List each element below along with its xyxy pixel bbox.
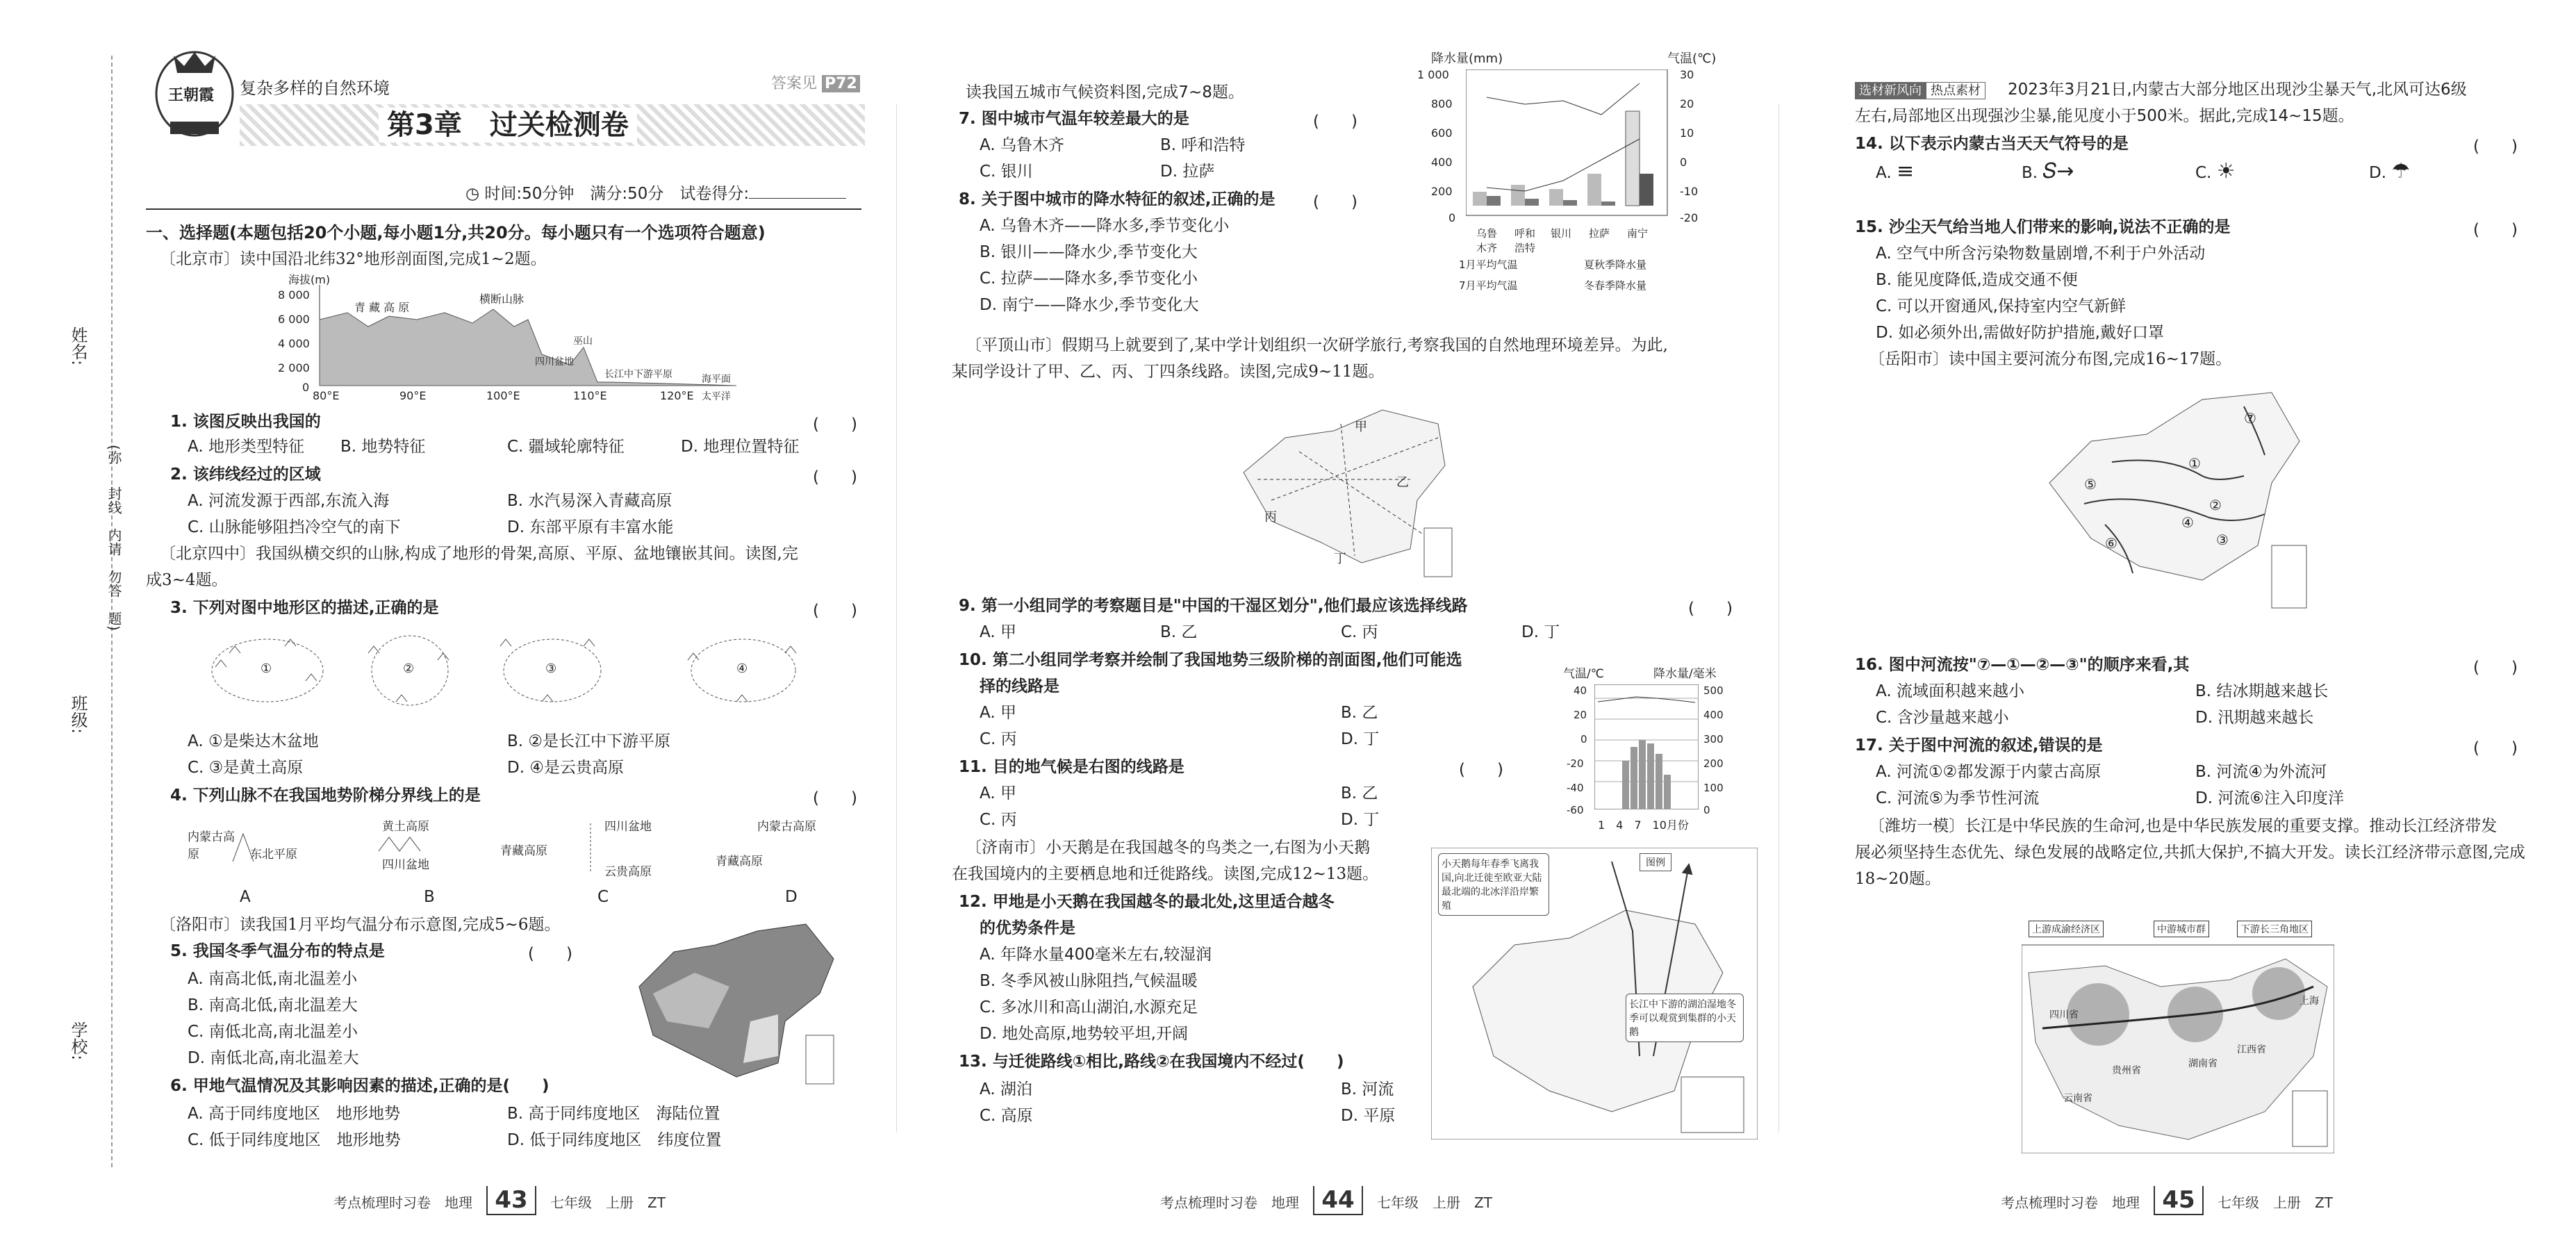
- climate-ytick-right: -20: [1680, 211, 1699, 224]
- intro-7b: 左右,局部地区出现强沙尘暴,能见度小于500米。据此,完成14~15题。: [1855, 107, 2354, 125]
- q12-option-d[interactable]: D. 地处高原,地势较平坦,开阔: [980, 1025, 1188, 1043]
- profile-xtick: 80°E: [313, 389, 340, 402]
- footer-44: [1160, 1186, 1492, 1215]
- divide-figure-a: [188, 813, 327, 882]
- question-17: 17. 关于图中河流的叙述,错误的是: [1855, 736, 2103, 755]
- profile-label: 横断山脉: [479, 293, 525, 306]
- landform-figure-4: [674, 625, 813, 716]
- intro-3: 〔洛阳市〕读我国1月平均气温分布示意图,完成5~6题。: [160, 916, 561, 934]
- answer-blank-11[interactable]: ( ): [1459, 761, 1503, 779]
- climate-ytick-right: -10: [1680, 185, 1699, 198]
- small-ytick-right: 200: [1703, 757, 1724, 770]
- answer-blank-15[interactable]: ( ): [2473, 221, 2518, 239]
- climate-ytick-left: 800: [1431, 97, 1453, 110]
- profile-label: 长江中下游平原: [604, 369, 672, 380]
- q3-option-d[interactable]: D. ④是云贵高原: [507, 759, 624, 777]
- climate-legend-2: 夏秋季降水量: [1584, 258, 1647, 271]
- seal-note-1: (弥: [106, 445, 122, 464]
- q14-option-a[interactable]: [1876, 160, 1914, 185]
- climate-ytick-left: 1 000: [1417, 68, 1449, 81]
- route-map: [1230, 396, 1459, 584]
- q6-option-a[interactable]: A. 高于同纬度地区 地形地势: [188, 1105, 400, 1123]
- climate-city: 银川: [1551, 227, 1572, 240]
- q2-option-d[interactable]: D. 东部平原有丰富水能: [507, 518, 674, 536]
- answer-blank-17[interactable]: ( ): [2473, 739, 2518, 757]
- small-ylabel-right: 降水量/毫米: [1653, 667, 1717, 681]
- q11-option-a[interactable]: A. 甲: [980, 784, 1016, 802]
- intro-9b: 展必须坚持生态优先、绿色发展的战略定位,共抓大保护,不搞大开发。读长江经济带示意图,完成: [1855, 843, 2525, 862]
- q4-option-c[interactable]: C: [597, 888, 609, 906]
- profile-xtick: 90°E: [399, 389, 427, 402]
- intro-6a: 〔济南市〕小天鹅是在我国越冬的鸟类之一,右图为小天鹅: [966, 839, 1371, 857]
- climate-ytick-right: 10: [1680, 126, 1694, 140]
- footer-43: [333, 1186, 666, 1215]
- profile-xtick: 100°E: [486, 389, 520, 402]
- route-label-d: 丁: [1334, 552, 1346, 566]
- q14-option-b-label: B.: [2022, 164, 2038, 182]
- q6-option-d[interactable]: D. 低于同纬度地区 纬度位置: [507, 1131, 722, 1149]
- divide-c-label-3: 云贵高原: [604, 865, 652, 879]
- river-mark: ②: [2209, 497, 2222, 513]
- answer-blank-7[interactable]: ( ): [1313, 113, 1357, 131]
- small-ytick-left: 0: [1580, 733, 1587, 746]
- q9-option-c[interactable]: C. 丙: [1341, 623, 1378, 641]
- q16-option-b[interactable]: B. 结冰期越来越长: [2195, 682, 2329, 700]
- tag-hot-topic: 热点素材: [1926, 82, 1985, 99]
- q15-option-a[interactable]: A. 空气中所含污染物数量剧增,不利于户外活动: [1876, 245, 2206, 263]
- river-map: [2036, 379, 2313, 615]
- q13-option-b[interactable]: B. 河流: [1341, 1080, 1394, 1098]
- page-43: [0, 0, 861, 1243]
- footer-right: 七年级 上册 ZT: [2218, 1194, 2333, 1211]
- intro-1: 〔北京市〕读中国沿北纬32°地形剖面图,完成1~2题。: [160, 250, 547, 268]
- page-number: 43: [486, 1186, 536, 1215]
- q1-option-b[interactable]: B. 地势特征: [340, 438, 426, 456]
- q16-option-d[interactable]: D. 汛期越来越长: [2195, 709, 2314, 727]
- divide-c-label-1: 四川盆地: [604, 820, 652, 834]
- answer-blank-3[interactable]: ( ): [813, 602, 857, 620]
- q10-option-b[interactable]: B. 乙: [1341, 704, 1378, 722]
- q10-option-a[interactable]: A. 甲: [980, 704, 1016, 722]
- seal-note-4: 勿答: [106, 570, 122, 598]
- climate-ylabel-left: 降水量(mm): [1431, 51, 1503, 66]
- divide-b-label-1: 黄土高原: [382, 820, 429, 834]
- q14-option-c-label: C.: [2195, 164, 2212, 182]
- small-ytick-right: 400: [1703, 709, 1724, 721]
- climate-ytick-left: 400: [1431, 156, 1453, 169]
- q6-option-b[interactable]: B. 高于同纬度地区 海陆位置: [507, 1105, 720, 1123]
- divide-a-label-2: 东北平原: [250, 848, 297, 862]
- divide-figure-b: [368, 813, 507, 882]
- route-label-a: 甲: [1355, 420, 1367, 434]
- q3-option-a[interactable]: A. ①是柴达木盆地: [188, 732, 319, 750]
- route-label-c: 丙: [1264, 510, 1277, 525]
- seal-note-3: 内请: [106, 528, 122, 556]
- profile-ytick: 6 000: [278, 313, 310, 326]
- q9-option-b[interactable]: B. 乙: [1160, 623, 1198, 641]
- answer-blank-8[interactable]: ( ): [1313, 193, 1357, 211]
- intro-9c: 18~20题。: [1855, 870, 1941, 888]
- question-8: 8. 关于图中城市的降水特征的叙述,正确的是: [959, 190, 1275, 208]
- question-12b: 的优势条件是: [980, 919, 1075, 937]
- profile-ytick: 4 000: [278, 337, 310, 350]
- q10-option-c[interactable]: C. 丙: [980, 730, 1017, 748]
- climate-city: 南宁: [1627, 227, 1649, 240]
- seal-note-2: 封线: [106, 486, 122, 514]
- question-13: 13. 与迁徙路线①相比,路线②在我国境内不经过( ): [959, 1053, 1344, 1071]
- divide-b-label-2: 四川盆地: [382, 858, 429, 872]
- q2-option-b[interactable]: B. 水汽易深入青藏高原: [507, 492, 672, 510]
- answer-page: P72: [822, 75, 860, 92]
- q11-option-b[interactable]: B. 乙: [1341, 784, 1378, 802]
- river-mark: ⑦: [2244, 410, 2256, 427]
- yangtze-label-midstream: 中游城市群: [2154, 921, 2209, 937]
- answer-ref-text: 答案见: [771, 75, 818, 92]
- question-3: 3. 下列对图中地形区的描述,正确的是: [170, 599, 439, 617]
- landform-mark-3: ③: [545, 661, 557, 676]
- divide-figure-c: [500, 813, 681, 882]
- q12-option-a[interactable]: A. 年降水量400毫米左右,较湿润: [980, 946, 1212, 964]
- intro-4: 读我国五城市气候资料图,完成7~8题。: [966, 83, 1244, 101]
- intro-7a: 2023年3月21日,内蒙古大部分地区出现沙尘暴天气,北风可达6级: [2008, 81, 2467, 99]
- province-label: 贵州省: [2112, 1065, 2141, 1076]
- profile-label: 青 藏 高 原: [354, 301, 410, 314]
- small-ytick-left: -40: [1567, 782, 1584, 794]
- footer-45: [2001, 1186, 2333, 1215]
- q6-option-c[interactable]: C. 低于同纬度地区 地形地势: [188, 1131, 401, 1149]
- sunny-symbol-icon: ☀: [2216, 159, 2236, 183]
- q2-option-a[interactable]: A. 河流发源于西部,东流入海: [188, 492, 390, 510]
- destination-climate-chart: [1556, 664, 1758, 837]
- intro-2b: 成3~4题。: [146, 571, 228, 589]
- score-blank: [749, 198, 846, 199]
- page-number: 44: [1313, 1186, 1362, 1215]
- q8-option-a[interactable]: A. 乌鲁木齐——降水多,季节变化小: [980, 217, 1230, 235]
- exam-meta-text: 时间:50分钟 满分:50分 试卷得分:: [484, 185, 750, 203]
- terrain-profile-figure: [250, 271, 750, 403]
- q14-option-c[interactable]: [2195, 160, 2236, 185]
- page-44: [903, 0, 1772, 1243]
- page-divider: [1778, 104, 1779, 1133]
- river-mark: ⑥: [2105, 535, 2117, 552]
- intro-5a: 〔平顶山市〕假期马上就要到了,某中学计划组织一次研学旅行,考察我国的自然地理环境差异。为此,: [966, 336, 1668, 354]
- climate-city: 拉萨: [1589, 227, 1610, 240]
- footer-right: 七年级 上册 ZT: [550, 1194, 666, 1211]
- climate-legend-4: 冬春季降水量: [1584, 279, 1647, 292]
- profile-ylabel: 海拔(m): [288, 273, 331, 286]
- q13-option-a[interactable]: A. 湖泊: [980, 1080, 1032, 1098]
- footer-left: 考点梳理时习卷 地理: [333, 1194, 472, 1211]
- question-10a: 10. 第二小组同学考察并绘制了我国地势三级阶梯的剖面图,他们可能选: [959, 651, 1462, 669]
- q14-option-d-label: D.: [2369, 164, 2387, 182]
- name-label: 姓名:: [68, 327, 88, 366]
- q16-option-a[interactable]: A. 流域面积越来越小: [1876, 682, 2024, 700]
- question-2: 2. 该纬线经过的区域: [170, 466, 321, 484]
- q16-option-c[interactable]: C. 含沙量越来越小: [1876, 709, 2009, 727]
- seal-note-5: 题): [106, 611, 122, 631]
- q1-option-a[interactable]: A. 地形类型特征: [188, 438, 304, 456]
- class-label: 班级:: [68, 695, 88, 734]
- section1-heading: 一、选择题(本题包括20个小题,每小题1分,共20分。每小题只有一个选项符合题意): [146, 223, 766, 242]
- q3-option-c[interactable]: C. ③是黄土高原: [188, 759, 304, 777]
- footer-left: 考点梳理时习卷 地理: [1160, 1194, 1299, 1211]
- climate-legend-3: 7月平均气温: [1459, 279, 1518, 292]
- answer-blank-9[interactable]: ( ): [1688, 600, 1733, 618]
- logo: [153, 42, 236, 139]
- q8-option-c[interactable]: C. 拉萨——降水多,季节变化小: [980, 270, 1198, 288]
- q1-option-d[interactable]: D. 地理位置特征: [681, 438, 800, 456]
- q5-option-a[interactable]: A. 南高北低,南北温差小: [188, 970, 358, 988]
- question-5: 5. 我国冬季气温分布的特点是: [170, 942, 385, 960]
- q1-option-c[interactable]: C. 疆域轮廓特征: [507, 438, 625, 456]
- climate-city: 乌鲁 木齐: [1476, 227, 1497, 254]
- header-topic: 复杂多样的自然环境: [240, 79, 390, 98]
- intro-9a: 〔潍坊一模〕长江是中华民族的生命河,也是中华民族发展的重要支撑。推动长江经济带发: [1869, 817, 2497, 835]
- q10-option-d[interactable]: D. 丁: [1341, 730, 1380, 748]
- question-15: 15. 沙尘天气给当地人们带来的影响,说法不正确的是: [1855, 218, 2231, 236]
- question-9: 9. 第一小组同学的考察题目是"中国的干湿区划分",他们最应该选择线路: [959, 597, 1468, 615]
- answer-blank-14[interactable]: ( ): [2473, 138, 2518, 156]
- q15-option-d[interactable]: D. 如必须外出,需做好防护措施,戴好口罩: [1876, 324, 2164, 342]
- route-label-b: 乙: [1396, 475, 1409, 490]
- answer-ref: [771, 72, 860, 96]
- river-mark: ⑤: [2084, 476, 2097, 493]
- profile-ytick: 8 000: [278, 288, 310, 302]
- small-ytick-left: 40: [1574, 684, 1587, 697]
- q14-option-a-label: A.: [1876, 164, 1892, 182]
- swan-legend: 图例: [1640, 853, 1671, 871]
- chapter-title: 第3章 过关检测卷: [379, 108, 637, 142]
- q4-option-a[interactable]: A: [240, 888, 251, 906]
- question-16: 16. 图中河流按"⑦—①—②—③"的顺序来看,其: [1855, 656, 2190, 674]
- question-10b: 择的线路是: [980, 677, 1059, 695]
- answer-blank-1[interactable]: ( ): [813, 415, 857, 434]
- profile-xtick: 110°E: [573, 389, 607, 402]
- small-ytick-left: 20: [1574, 709, 1587, 721]
- question-12a: 12. 甲地是小天鹅在我国越冬的最北处,这里适合越冬: [959, 893, 1335, 911]
- q7-option-d[interactable]: D. 拉萨: [1160, 163, 1215, 181]
- province-label: 四川省: [2049, 1010, 2079, 1021]
- january-temperature-map: [611, 917, 848, 1098]
- province-label: 江西省: [2237, 1044, 2266, 1055]
- river-mark: ③: [2216, 532, 2229, 548]
- landform-mark-4: ④: [736, 661, 748, 676]
- yangtze-economic-belt-map: [2022, 917, 2334, 1153]
- intro-8: 〔岳阳市〕读中国主要河流分布图,完成16~17题。: [1869, 350, 2232, 368]
- small-ytick-left: -20: [1567, 757, 1584, 770]
- q5-option-d[interactable]: D. 南低北高,南北温差大: [188, 1049, 359, 1067]
- answer-blank-4[interactable]: ( ): [813, 789, 857, 807]
- q5-option-c[interactable]: C. 南低北高,南北温差小: [188, 1023, 358, 1041]
- small-ytick-right: 100: [1703, 782, 1724, 794]
- swan-note-yangtze: 长江中下游的湖泊湿地冬季可以观赏到集群的小天鹅: [1626, 994, 1744, 1042]
- profile-ytick: 0: [302, 381, 310, 394]
- profile-label: 四川盆地: [535, 356, 574, 368]
- intro-5b: 某同学设计了甲、乙、丙、丁四条线路。读图,完成9~11题。: [952, 363, 1385, 381]
- tag-new-trend: 选材新风向: [1855, 82, 1926, 99]
- small-xlabel: 1 4 7 10月份: [1598, 818, 1689, 832]
- city-label: 上海: [2300, 996, 2319, 1007]
- q13-option-d[interactable]: D. 平原: [1341, 1107, 1396, 1125]
- profile-ytick: 2 000: [278, 361, 310, 374]
- profile-label: 太平洋: [702, 391, 731, 402]
- yangtze-label-downstream: 下游长三角地区: [2237, 921, 2312, 937]
- profile-label: 海平面: [702, 374, 731, 385]
- question-7: 7. 图中城市气温年较差最大的是: [959, 110, 1189, 128]
- climate-ytick-right: 30: [1680, 68, 1694, 81]
- answer-blank-16[interactable]: ( ): [2473, 659, 2518, 677]
- divide-d-label-2: 青藏高原: [716, 855, 763, 869]
- climate-legend-1: 1月平均气温: [1459, 258, 1518, 271]
- small-ylabel-left: 气温/℃: [1563, 667, 1604, 681]
- city-climate-chart: [1417, 49, 1765, 327]
- divide-d-label-1: 内蒙古高原: [757, 820, 816, 834]
- q14-option-b[interactable]: [2022, 160, 2074, 185]
- small-ytick-right: 0: [1703, 804, 1710, 816]
- landform-mark-2: ②: [403, 661, 415, 676]
- small-ytick-right: 300: [1703, 733, 1724, 746]
- q12-option-c[interactable]: C. 多冰川和高山湖泊,水源充足: [980, 998, 1198, 1016]
- intro-2a: 〔北京四中〕我国纵横交织的山脉,构成了地形的骨架,高原、平原、盆地镶嵌其间。读图,完: [160, 545, 798, 563]
- profile-xtick: 120°E: [660, 389, 694, 402]
- climate-ylabel-right: 气温(℃): [1667, 51, 1717, 66]
- river-mark: ④: [2181, 514, 2194, 531]
- logo-text: 王朝霞: [168, 87, 215, 104]
- q11-option-d[interactable]: D. 丁: [1341, 811, 1380, 829]
- swan-migration-map: [1431, 848, 1758, 1139]
- q17-option-d[interactable]: D. 河流⑥注入印度洋: [2195, 789, 2344, 807]
- clock-icon: ◷: [465, 185, 485, 203]
- q4-option-b[interactable]: B: [424, 888, 435, 906]
- school-label: 学校:: [68, 1021, 88, 1061]
- answer-blank-5[interactable]: ( ): [528, 945, 572, 963]
- divide-c-label-2: 青藏高原: [500, 844, 547, 858]
- climate-city: 呼和 浩特: [1514, 227, 1535, 254]
- intro-6b: 在我国境内的主要栖息地和迁徙路线。读图,完成12~13题。: [952, 865, 1379, 883]
- q7-option-c[interactable]: C. 银川: [980, 163, 1033, 181]
- question-11: 11. 目的地气候是右图的线路是: [959, 758, 1184, 776]
- q12-option-b[interactable]: B. 冬季风被山脉阻挡,气候温暖: [980, 972, 1198, 990]
- q17-option-a[interactable]: A. 河流①②都发源于内蒙古高原: [1876, 763, 2102, 781]
- landform-figure-1: [201, 625, 333, 716]
- question-1: 1. 该图反映出我国的: [170, 413, 321, 431]
- q7-option-a[interactable]: A. 乌鲁木齐: [980, 136, 1064, 154]
- q9-option-a[interactable]: A. 甲: [980, 623, 1016, 641]
- landform-mark-1: ①: [261, 661, 272, 676]
- q4-option-d[interactable]: D: [785, 888, 798, 906]
- header-rule: [146, 208, 861, 210]
- river-mark: ①: [2188, 455, 2201, 472]
- sandstorm-symbol-icon: 𝑆→: [2042, 159, 2074, 183]
- landform-figure-2: [354, 625, 465, 716]
- material-tags: [1855, 81, 1985, 99]
- climate-ytick-right: 20: [1680, 97, 1694, 110]
- footer-right: 七年级 上册 ZT: [1377, 1194, 1492, 1211]
- climate-ytick-left: 600: [1431, 126, 1453, 140]
- page-number: 45: [2154, 1186, 2203, 1215]
- q3-option-b[interactable]: B. ②是长江中下游平原: [507, 732, 671, 750]
- province-label: 湖南省: [2188, 1058, 2218, 1069]
- answer-blank-2[interactable]: ( ): [813, 468, 857, 486]
- footer-left: 考点梳理时习卷 地理: [2001, 1194, 2140, 1211]
- q8-option-b[interactable]: B. 银川——降水少,季节变化大: [980, 243, 1198, 261]
- swan-note-north: 小天鹅每年春季飞离我国,向北迁徙至欧亚大陆最北端的北冰洋沿岸繁殖: [1438, 853, 1549, 916]
- fog-symbol-icon: ≡: [1896, 159, 1915, 183]
- climate-ytick-left: 200: [1431, 185, 1453, 198]
- q9-option-d[interactable]: D. 丁: [1521, 623, 1560, 641]
- q7-option-b[interactable]: B. 呼和浩特: [1160, 136, 1246, 154]
- small-ytick-right: 500: [1703, 684, 1724, 697]
- q13-option-c[interactable]: C. 高原: [980, 1107, 1033, 1125]
- climate-ytick-right: 0: [1680, 156, 1687, 169]
- page-divider: [896, 104, 897, 1133]
- q2-option-c[interactable]: C. 山脉能够阻挡冷空气的南下: [188, 518, 401, 536]
- question-6: 6. 甲地气温情况及其影响因素的描述,正确的是( ): [170, 1077, 550, 1095]
- q14-option-d[interactable]: [2369, 160, 2410, 185]
- divide-figure-d: [716, 813, 848, 882]
- q15-option-b[interactable]: B. 能见度降低,造成交通不便: [1876, 271, 2078, 289]
- q8-option-d[interactable]: D. 南宁——降水少,季节变化大: [980, 296, 1199, 314]
- q5-option-b[interactable]: B. 南高北低,南北温差大: [188, 996, 358, 1014]
- q15-option-c[interactable]: C. 可以开窗通风,保持室内空气新鲜: [1876, 297, 2126, 315]
- divide-a-label-1: 内蒙古高原: [188, 830, 235, 862]
- q17-option-b[interactable]: B. 河流④为外流河: [2195, 763, 2327, 781]
- profile-label: 巫山: [573, 336, 593, 347]
- q17-option-c[interactable]: C. 河流⑤为季节性河流: [1876, 789, 2040, 807]
- page-45: [1806, 0, 2576, 1243]
- small-ytick-left: -60: [1567, 804, 1584, 816]
- yangtze-label-upstream: 上游成渝经济区: [2029, 921, 2104, 937]
- climate-ytick-left: 0: [1448, 211, 1456, 224]
- thunderstorm-symbol-icon: ☂: [2391, 159, 2411, 183]
- landform-figure-3: [486, 625, 618, 716]
- q11-option-c[interactable]: C. 丙: [980, 811, 1017, 829]
- question-14: 14. 以下表示内蒙古当天天气符号的是: [1855, 135, 2129, 153]
- exam-meta: [465, 182, 846, 206]
- question-4: 4. 下列山脉不在我国地势阶梯分界线上的是: [170, 787, 481, 805]
- province-label: 云南省: [2063, 1093, 2092, 1104]
